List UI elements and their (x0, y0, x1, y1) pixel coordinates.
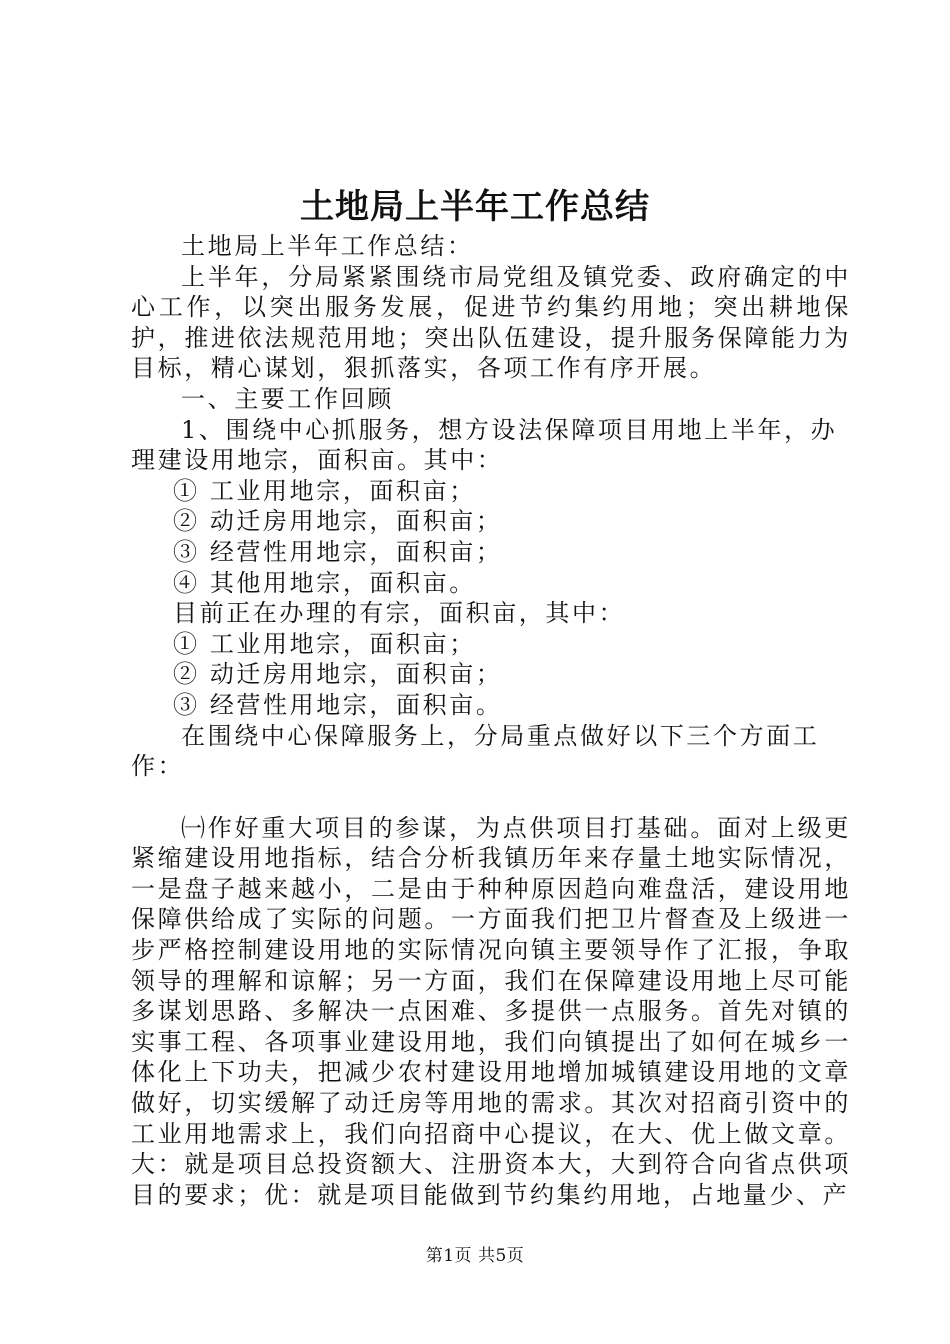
intro-heading: 土地局上半年工作总结： (181, 232, 474, 260)
list-item: ③ 经营性用地宗，面积亩； (173, 537, 503, 566)
page-footer: 第1页 共5页 (425, 1246, 525, 1266)
list-item: ① 工业用地宗，面积亩； (173, 629, 476, 658)
document-title: 土地局上半年工作总结 (300, 187, 650, 227)
list-item: ③ 经营性用地宗，面积亩。 (173, 690, 503, 719)
land-use-list-done (131, 476, 851, 598)
in-progress-paragraph: 目前正在办理的有宗，面积亩，其中： (173, 599, 626, 628)
item-1-paragraph: 1、围绕中心抓服务，想方设法保障项目用地上半年，办理建设用地宗，面积亩。其中： (131, 415, 838, 475)
paragraph-gap (131, 782, 851, 813)
list-item: ② 动迁房用地宗，面积亩； (173, 660, 503, 689)
summary-line: 在围绕中心保障服务上，分局重点做好以下三个方面工作： (131, 721, 820, 781)
list-item: ④ 其他用地宗，面积亩。 (173, 568, 476, 597)
land-use-list-in-progress (131, 629, 851, 721)
document-body (131, 231, 851, 1210)
list-item: ① 工业用地宗，面积亩； (173, 476, 476, 505)
list-item: ② 动迁房用地宗，面积亩； (173, 507, 503, 536)
intro-paragraph: 上半年，分局紧紧围绕市局党组及镇党委、政府确定的中心工作，以突出服务发展，促进节约集约用地；突出耕地保护，推进依法规范用地；突出队伍建设，提升服务保障能力为目标，精心谋划，狠抓落实，各项工作有序开展。 (131, 262, 851, 383)
long-paragraph: ㈠作好重大项目的参谋，为点供项目打基础。面对上级更紧缩建设用地指标，结合分析我镇历年来存量土地实际情况，一是盘子越来越小，二是由于种种原因趋向难盘活，建设用地保障供给成了实际的问题。一方面我们把卫片督查及上级进一步严格控制建设用地的实际情况向镇主要领导作了汇报，争取领导的理解和谅解；另一方面，我们在保障建设用地上尽可能多谋划思路、多解决一点困难、多提供一点服务。首先对镇的实事工程、各项事业建设用地，我们向镇提出了如何在城乡一体化上下功夫，把减少农村建设用地增加城镇建设用地的文章做好，切实缓解了动迁房等用地的需求。其次对招商引资中的工业用地需求上，我们向招商中心提议，在大、优上做文章。大：就是项目总投资额大、注册资本大，大到符合向省点供项目的要求；优：就是项目能做到节约集约用地，占地量少、产 (131, 813, 851, 1209)
section-heading: 一、主要工作回顾 (181, 384, 394, 413)
